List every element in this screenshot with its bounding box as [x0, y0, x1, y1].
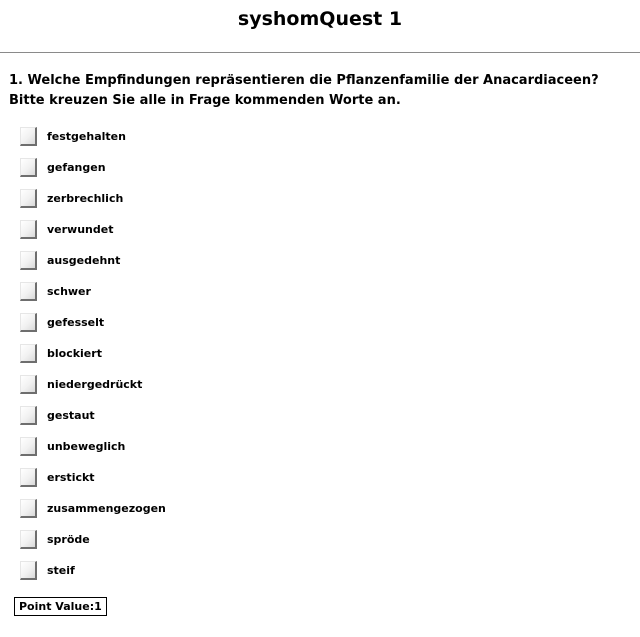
- option-label: festgehalten: [47, 130, 126, 143]
- option-verwundet[interactable]: [18, 219, 618, 250]
- page-title: syshomQuest 1: [237, 8, 403, 30]
- option-label: unbeweglich: [47, 440, 126, 453]
- option-erstickt[interactable]: [18, 467, 618, 498]
- checkbox[interactable]: [20, 282, 37, 301]
- option-label: steif: [47, 564, 75, 577]
- option-label: ausgedehnt: [47, 254, 121, 267]
- option-label: erstickt: [47, 471, 95, 484]
- option-label: gestaut: [47, 409, 95, 422]
- checkbox[interactable]: [20, 220, 37, 239]
- checkbox[interactable]: [20, 251, 37, 270]
- option-label: zerbrechlich: [47, 192, 124, 205]
- answer-options-list: [18, 126, 618, 591]
- checkbox[interactable]: [20, 313, 37, 332]
- option-unbeweglich[interactable]: [18, 436, 618, 467]
- checkbox[interactable]: [20, 375, 37, 394]
- option-zerbrechlich[interactable]: [18, 188, 618, 219]
- option-label: gefesselt: [47, 316, 105, 329]
- header-divider: [0, 52, 640, 53]
- option-gefesselt[interactable]: [18, 312, 618, 343]
- checkbox[interactable]: [20, 406, 37, 425]
- checkbox[interactable]: [20, 468, 37, 487]
- option-blockiert[interactable]: [18, 343, 618, 374]
- option-gestaut[interactable]: [18, 405, 618, 436]
- checkbox[interactable]: [20, 530, 37, 549]
- checkbox[interactable]: [20, 189, 37, 208]
- option-label: schwer: [47, 285, 91, 298]
- checkbox[interactable]: [20, 561, 37, 580]
- option-festgehalten[interactable]: [18, 126, 618, 157]
- option-label: verwundet: [47, 223, 114, 236]
- option-steif[interactable]: [18, 560, 618, 591]
- option-sproede[interactable]: [18, 529, 618, 560]
- option-ausgedehnt[interactable]: [18, 250, 618, 281]
- checkbox[interactable]: [20, 127, 37, 146]
- checkbox[interactable]: [20, 499, 37, 518]
- checkbox[interactable]: [20, 344, 37, 363]
- option-label: niedergedrückt: [47, 378, 143, 391]
- question-text: 1. Welche Empfindungen repräsentieren die Pflanzenfamilie der Anacardiaceen? Bitte kreuzen Sie alle in Frage kommenden Worte an.: [9, 73, 599, 108]
- option-gefangen[interactable]: [18, 157, 618, 188]
- point-value-badge: Point Value:1: [14, 597, 107, 616]
- option-label: gefangen: [47, 161, 106, 174]
- checkbox[interactable]: [20, 437, 37, 456]
- option-zusammengezogen[interactable]: [18, 498, 618, 529]
- option-schwer[interactable]: [18, 281, 618, 312]
- checkbox[interactable]: [20, 158, 37, 177]
- option-niedergedrueckt[interactable]: [18, 374, 618, 405]
- option-label: blockiert: [47, 347, 102, 360]
- option-label: spröde: [47, 533, 90, 546]
- option-label: zusammengezogen: [47, 502, 166, 515]
